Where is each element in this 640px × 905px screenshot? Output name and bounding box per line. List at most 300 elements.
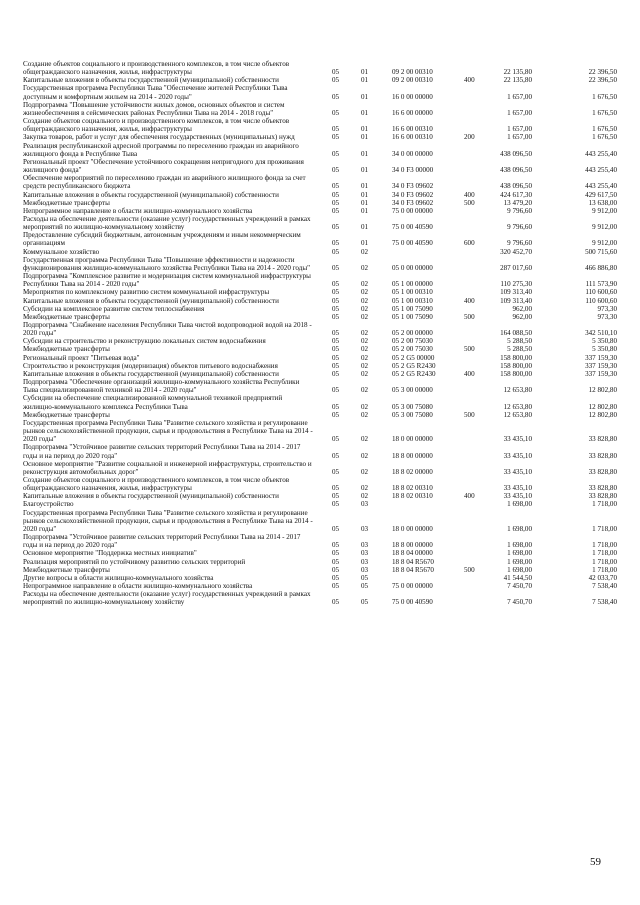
amount-year-2: 7 538,40 [592, 598, 617, 607]
section-code: 05 [332, 524, 340, 533]
subsection-code: 01 [361, 198, 369, 207]
subsection-code: 01 [361, 239, 369, 248]
subsection-code: 02 [361, 345, 369, 354]
table-row [23, 354, 623, 362]
amount-year-1: 1 698,00 [507, 541, 532, 550]
section-code: 05 [332, 76, 340, 85]
table-row [23, 231, 623, 247]
section-code: 05 [332, 263, 340, 272]
amount-year-2: 466 886,80 [585, 263, 617, 272]
target-article-code: 05 1 00 00000 [392, 280, 433, 289]
table-row [23, 549, 623, 557]
amount-year-2: 1 718,00 [592, 524, 617, 533]
amount-year-2: 12 802,80 [588, 410, 617, 419]
amount-year-1: 9 796,60 [507, 239, 532, 248]
amount-year-2: 22 396,50 [588, 76, 617, 85]
subsection-code: 01 [361, 92, 369, 101]
row-name: Региональный проект "Обеспечение устойчивого сокращения непригодного для проживания жилищного фонда" [23, 157, 304, 175]
amount-year-1: 287 017,60 [500, 263, 532, 272]
amount-year-1: 320 452,70 [500, 247, 532, 256]
subsection-code: 02 [361, 369, 369, 378]
section-code: 05 [332, 312, 340, 321]
table-row [23, 443, 623, 459]
target-article-code: 34 0 F3 09602 [392, 198, 434, 207]
section-code: 05 [332, 484, 340, 493]
amount-year-1: 1 698,00 [507, 565, 532, 574]
section-code: 05 [332, 557, 340, 566]
table-row [23, 378, 623, 394]
budget-table [23, 60, 623, 606]
amount-year-1: 962,00 [512, 304, 532, 313]
row-name: Создание объектов социального и производственного комплексов, в том числе объектов общегражданского назначения, жилья, инфраструктуры [23, 60, 290, 77]
amount-year-1: 22 135,80 [503, 68, 532, 77]
target-article-code: 18 8 00 00000 [392, 541, 433, 550]
section-code: 05 [332, 337, 340, 346]
target-article-code: 09 2 00 00310 [392, 76, 433, 85]
row-name: Государственная программа Республики Тыва "Развитие сельского хозяйства и регулирование рынков сельскохозяйственной продукции, сырья и продовольствия в Республике Тыва на 2014 - 2020 годы" [23, 418, 313, 444]
table-row [23, 60, 623, 76]
table-row [23, 191, 623, 199]
table-row [23, 345, 623, 353]
table-row [23, 509, 623, 533]
amount-year-2: 973,30 [597, 312, 617, 321]
amount-year-1: 33 435,10 [503, 435, 532, 444]
row-name: Реализация мероприятий по устойчивому развитию сельских территорий [23, 557, 246, 566]
amount-year-1: 9 796,60 [507, 223, 532, 232]
amount-year-2: 1 718,00 [592, 557, 617, 566]
target-article-code: 05 2 00 75030 [392, 337, 433, 346]
target-article-code: 05 0 00 00000 [392, 263, 433, 272]
target-article-code: 05 2 00 00000 [392, 329, 433, 338]
amount-year-1: 33 435,10 [503, 492, 532, 501]
section-code: 05 [332, 386, 340, 395]
target-article-code: 18 0 00 00000 [392, 435, 433, 444]
row-name: Непрограммное направление в области жилищно-коммунального хозяйства [23, 206, 253, 215]
row-name: Подпрограмма "Снабжение населения Республики Тыва чистой водопроводной водой на 2018 - 2020 годы" [23, 321, 312, 338]
row-name: Другие вопросы в области жилищно-коммунального хозяйства [23, 573, 214, 582]
amount-year-2: 7 538,40 [592, 582, 617, 590]
target-article-code: 18 8 00 00000 [392, 451, 433, 460]
amount-year-1: 1 657,00 [507, 133, 532, 142]
section-code: 05 [332, 369, 340, 378]
target-article-code: 05 2 G5 R2430 [392, 361, 436, 370]
row-name: Подпрограмма "Устойчивое развитие сельских территорий Республики Тыва на 2014 - 2017 годы и на период до 2020 года" [23, 533, 301, 550]
row-name: Межбюджетные трансферты [23, 312, 110, 321]
subsection-code: 03 [361, 565, 369, 574]
subsection-code: 02 [361, 353, 369, 362]
section-code: 05 [332, 108, 340, 117]
row-name: Благоустройство [23, 500, 74, 509]
amount-year-1: 22 135,80 [503, 76, 532, 85]
amount-year-1: 5 288,50 [507, 337, 532, 346]
subsection-code: 01 [361, 182, 369, 191]
page-number: 59 [590, 856, 601, 868]
amount-year-1: 110 275,30 [500, 280, 532, 289]
amount-year-1: 158 800,00 [500, 361, 532, 370]
subsection-code: 01 [361, 149, 369, 158]
target-article-code: 18 8 04 R5670 [392, 557, 434, 566]
target-article-code: 05 2 G5 00000 [392, 353, 435, 362]
section-code: 05 [332, 206, 340, 215]
target-article-code: 05 3 00 75080 [392, 410, 433, 419]
amount-year-2: 22 396,50 [588, 68, 617, 77]
table-row [23, 394, 623, 410]
amount-year-2: 1 718,00 [592, 565, 617, 574]
amount-year-2: 1 718,00 [592, 500, 617, 509]
row-name: Основное мероприятие "Поддержка местных инициатив" [23, 549, 197, 558]
amount-year-2: 33 828,80 [588, 435, 617, 444]
table-row [23, 321, 623, 337]
amount-year-2: 1 718,00 [592, 549, 617, 558]
table-row [23, 101, 623, 117]
amount-year-2: 9 912,00 [592, 206, 617, 215]
table-row [23, 500, 623, 508]
section-code: 05 [332, 467, 340, 476]
amount-year-1: 1 698,00 [507, 500, 532, 509]
amount-year-1: 164 088,50 [500, 329, 532, 338]
subsection-code: 02 [361, 402, 369, 411]
subsection-code: 01 [361, 133, 369, 142]
table-row [23, 305, 623, 313]
section-code: 05 [332, 239, 340, 248]
section-code: 05 [332, 573, 340, 582]
amount-year-2: 42 033,70 [588, 573, 617, 582]
table-row [23, 313, 623, 321]
section-code: 05 [332, 582, 340, 590]
table-row [23, 492, 623, 500]
section-code: 05 [332, 410, 340, 419]
amount-year-1: 7 450,70 [507, 582, 532, 590]
section-code: 05 [332, 451, 340, 460]
expense-type-code: 500 [464, 565, 475, 574]
subsection-code: 05 [361, 582, 369, 590]
amount-year-1: 158 800,00 [500, 353, 532, 362]
target-article-code: 18 8 02 00310 [392, 492, 433, 501]
section-code: 05 [332, 198, 340, 207]
expense-type-code: 400 [464, 369, 475, 378]
section-code: 05 [332, 288, 340, 297]
table-row [23, 590, 623, 606]
row-name: Государственная программа Республики Тыва "Повышение эффективности и надежности функционирования жилищно-коммунального хозяйства Республики Тыва на 2014 - 2020 годы" [23, 255, 310, 272]
amount-year-2: 1 676,50 [592, 125, 617, 134]
target-article-code: 16 0 00 00000 [392, 92, 433, 101]
table-row [23, 582, 623, 590]
subsection-code: 01 [361, 76, 369, 85]
section-code: 05 [332, 402, 340, 411]
table-row [23, 362, 623, 370]
section-code: 05 [332, 247, 340, 256]
target-article-code: 75 0 00 40590 [392, 223, 433, 232]
amount-year-1: 109 313,40 [500, 288, 532, 297]
subsection-code: 02 [361, 492, 369, 501]
amount-year-2: 443 255,40 [585, 149, 617, 158]
amount-year-2: 110 600,60 [585, 296, 617, 305]
row-name: Подпрограмма "Комплексное развитие и модернизация систем коммунальной инфраструктуры Республики Тыва на 2014 - 2020 годы" [23, 272, 311, 289]
amount-year-2: 5 350,80 [592, 337, 617, 346]
amount-year-1: 33 435,10 [503, 484, 532, 493]
amount-year-2: 33 828,80 [588, 467, 617, 476]
section-code: 05 [332, 223, 340, 232]
target-article-code: 34 0 F3 00000 [392, 166, 434, 175]
amount-year-1: 7 450,70 [507, 598, 532, 607]
amount-year-2: 9 912,00 [592, 223, 617, 232]
amount-year-1: 1 657,00 [507, 92, 532, 101]
amount-year-2: 443 255,40 [585, 182, 617, 191]
section-code: 05 [332, 190, 340, 199]
amount-year-1: 33 435,10 [503, 467, 532, 476]
table-row [23, 142, 623, 158]
section-code: 05 [332, 353, 340, 362]
row-name: Основное мероприятие "Развитие социальной и инженерной инфраструктуры, строительство и реконструкция автомобильных дорог" [23, 459, 312, 476]
amount-year-2: 5 350,80 [592, 345, 617, 354]
amount-year-2: 12 802,80 [588, 402, 617, 411]
amount-year-2: 1 676,50 [592, 92, 617, 101]
row-name: Субсидии на строительство и реконструкцию локальных систем водоснабжения [23, 337, 266, 346]
subsection-code: 01 [361, 223, 369, 232]
row-name: Межбюджетные трансферты [23, 410, 110, 419]
expense-type-code: 500 [464, 345, 475, 354]
row-name: Строительство и реконструкция (модернизация) объектов питьевого водоснабжения [23, 361, 278, 370]
table-row [23, 158, 623, 174]
section-code: 05 [332, 541, 340, 550]
expense-type-code: 400 [464, 492, 475, 501]
amount-year-1: 1 657,00 [507, 125, 532, 134]
table-row [23, 419, 623, 443]
row-name: Предоставление субсидий бюджетным, автономным учреждениям и иным некоммерческим организациям [23, 231, 301, 248]
target-article-code: 34 0 F3 09602 [392, 182, 434, 191]
section-code: 05 [332, 304, 340, 313]
expense-type-code: 200 [464, 133, 475, 142]
table-row [23, 460, 623, 476]
expense-type-code: 500 [464, 312, 475, 321]
table-row [23, 199, 623, 207]
table-row [23, 476, 623, 492]
row-name: Подпрограмма "Устойчивое развитие сельских территорий Республики Тыва на 2014 - 2017 годы и на период до 2020 года" [23, 443, 301, 460]
amount-year-2: 12 802,80 [588, 386, 617, 395]
row-name: Создание объектов социального и производственного комплексов, в том числе объектов общегражданского назначения, жилья, инфраструктуры [23, 475, 290, 493]
amount-year-1: 1 698,00 [507, 549, 532, 558]
target-article-code: 34 0 00 00000 [392, 149, 433, 158]
target-article-code: 75 0 00 00000 [392, 582, 433, 590]
expense-type-code: 500 [464, 410, 475, 419]
amount-year-1: 41 544,50 [503, 573, 532, 582]
table-row [23, 84, 623, 100]
row-name: Капитальные вложения в объекты государственной (муниципальной) собственности [23, 492, 279, 501]
section-code: 05 [332, 361, 340, 370]
row-name: Субсидии на обеспечение специализированной коммунальной техникой предприятий жилищно-коммунального комплекса Республики Тыва [23, 394, 283, 411]
row-name: Закупка товаров, работ и услуг для обеспечения государственных (муниципальных) нужд [23, 133, 295, 142]
expense-type-code: 400 [464, 190, 475, 199]
target-article-code: 75 0 00 40590 [392, 598, 433, 607]
subsection-code: 02 [361, 304, 369, 313]
row-name: Обеспечение мероприятий по переселению граждан из аварийного жилищного фонда за счет средств республиканского бюджета [23, 174, 306, 191]
section-code: 05 [332, 549, 340, 558]
row-name: Региональный проект "Питьевая вода" [23, 353, 140, 362]
amount-year-2: 443 255,40 [585, 166, 617, 175]
subsection-code: 02 [361, 337, 369, 346]
section-code: 05 [332, 280, 340, 289]
amount-year-1: 9 796,60 [507, 206, 532, 215]
amount-year-1: 12 653,80 [503, 410, 532, 419]
section-code: 05 [332, 329, 340, 338]
amount-year-2: 33 828,80 [588, 484, 617, 493]
row-name: Коммунальное хозяйство [23, 247, 100, 256]
amount-year-2: 1 676,50 [592, 133, 617, 142]
amount-year-2: 1 718,00 [592, 541, 617, 550]
amount-year-1: 424 617,30 [500, 190, 532, 199]
subsection-code: 01 [361, 190, 369, 199]
table-row [23, 133, 623, 141]
amount-year-1: 1 698,00 [507, 524, 532, 533]
table-row [23, 574, 623, 582]
table-row [23, 248, 623, 256]
amount-year-2: 337 159,30 [585, 361, 617, 370]
target-article-code: 05 3 00 75080 [392, 402, 433, 411]
amount-year-2: 33 828,80 [588, 451, 617, 460]
amount-year-2: 33 828,80 [588, 492, 617, 501]
target-article-code: 18 8 04 R5670 [392, 565, 434, 574]
row-name: Государственная программа Республики Тыва "Обеспечение жителей Республики Тыва доступным и комфортным жильем на 2014 - 2020 годы" [23, 84, 288, 101]
row-name: Субсидии на комплексное развитие систем теплоснабжения [23, 304, 205, 313]
target-article-code: 16 6 00 00310 [392, 133, 433, 142]
table-row [23, 174, 623, 190]
section-code: 05 [332, 149, 340, 158]
amount-year-2: 110 600,60 [585, 288, 617, 297]
subsection-code: 02 [361, 386, 369, 395]
subsection-code: 02 [361, 288, 369, 297]
amount-year-2: 13 638,00 [588, 198, 617, 207]
target-article-code: 05 3 00 00000 [392, 386, 433, 395]
amount-year-1: 438 096,50 [500, 182, 532, 191]
target-article-code: 34 0 F3 09602 [392, 190, 434, 199]
amount-year-2: 111 573,90 [585, 280, 617, 289]
table-row [23, 215, 623, 231]
amount-year-1: 12 653,80 [503, 402, 532, 411]
expense-type-code: 600 [464, 239, 475, 248]
subsection-code: 01 [361, 68, 369, 77]
row-name: Реализация республиканской адресной программы по переселению граждан из аварийного жилищного фонда в Республике Тыва [23, 141, 299, 158]
table-row [23, 558, 623, 566]
section-code: 05 [332, 565, 340, 574]
row-name: Непрограммное направление в области жилищно-коммунального хозяйства [23, 582, 253, 590]
expense-type-code: 500 [464, 198, 475, 207]
amount-year-2: 500 715,60 [585, 247, 617, 256]
section-code: 05 [332, 598, 340, 607]
subsection-code: 03 [361, 500, 369, 509]
row-name: Расходы на обеспечение деятельности (оказание услуг) государственных учреждений в рамках мероприятий по жилищно-коммунальному хозяйству [23, 214, 311, 232]
target-article-code: 18 8 04 00000 [392, 549, 433, 558]
table-row [23, 76, 623, 84]
section-code: 05 [332, 296, 340, 305]
section-code: 05 [332, 182, 340, 191]
amount-year-1: 109 313,40 [500, 296, 532, 305]
amount-year-2: 337 159,30 [585, 353, 617, 362]
table-row [23, 411, 623, 419]
target-article-code: 16 6 00 00310 [392, 125, 433, 134]
subsection-code: 02 [361, 467, 369, 476]
subsection-code: 02 [361, 280, 369, 289]
target-article-code: 09 2 00 00310 [392, 68, 433, 77]
section-code: 05 [332, 68, 340, 77]
table-row [23, 566, 623, 574]
row-name: Межбюджетные трансферты [23, 565, 110, 574]
table-row [23, 533, 623, 549]
subsection-code: 02 [361, 451, 369, 460]
subsection-code: 03 [361, 557, 369, 566]
subsection-code: 03 [361, 541, 369, 550]
row-name: Государственная программа Республики Тыва "Развитие сельского хозяйства и регулирование рынков сельскохозяйственной продукции, сырья и продовольствия в Республике Тыва на 2014 - 2020 годы" [23, 508, 313, 533]
section-code: 05 [332, 500, 340, 509]
row-name: Создание объектов социального и производственного комплексов, в том числе объектов общегражданского назначения, жилья, инфраструктуры [23, 117, 290, 134]
row-name: Капитальные вложения в объекты государственной (муниципальной) собственности [23, 296, 279, 305]
amount-year-2: 342 510,10 [585, 329, 617, 338]
amount-year-1: 5 288,50 [507, 345, 532, 354]
subsection-code: 02 [361, 312, 369, 321]
target-article-code: 05 1 00 75090 [392, 304, 433, 313]
target-article-code: 16 6 00 00000 [392, 108, 433, 117]
table-row [23, 207, 623, 215]
subsection-code: 01 [361, 166, 369, 175]
row-name: Межбюджетные трансферты [23, 198, 110, 207]
amount-year-1: 1 698,00 [507, 557, 532, 566]
table-row [23, 337, 623, 345]
section-code: 05 [332, 125, 340, 134]
table-row [23, 288, 623, 296]
section-code: 05 [332, 492, 340, 501]
row-name: Капитальные вложения в объекты государственной (муниципальной) собственности [23, 369, 279, 378]
target-article-code: 75 0 00 40590 [392, 239, 433, 248]
subsection-code: 01 [361, 125, 369, 134]
amount-year-2: 429 617,50 [585, 190, 617, 199]
amount-year-2: 337 159,30 [585, 369, 617, 378]
subsection-code: 03 [361, 524, 369, 533]
row-name: Капитальные вложения в объекты государственной (муниципальной) собственности [23, 76, 279, 85]
amount-year-1: 13 479,20 [503, 198, 532, 207]
target-article-code: 05 2 00 75030 [392, 345, 433, 354]
amount-year-1: 438 096,50 [500, 149, 532, 158]
amount-year-1: 158 800,00 [500, 369, 532, 378]
target-article-code: 75 0 00 00000 [392, 206, 433, 215]
table-row [23, 256, 623, 272]
row-name: Расходы на обеспечение деятельности (оказание услуг) государственных учреждений в рамках мероприятий по жилищно-коммунальному хозяйству [23, 590, 311, 607]
subsection-code: 02 [361, 247, 369, 256]
table-row [23, 117, 623, 133]
subsection-code: 05 [361, 573, 369, 582]
row-name: Межбюджетные трансферты [23, 345, 110, 354]
amount-year-2: 973,30 [597, 304, 617, 313]
amount-year-2: 1 676,50 [592, 108, 617, 117]
subsection-code: 02 [361, 329, 369, 338]
subsection-code: 03 [361, 549, 369, 558]
target-article-code: 18 0 00 00000 [392, 524, 433, 533]
section-code: 05 [332, 92, 340, 101]
amount-year-1: 962,00 [512, 312, 532, 321]
subsection-code: 05 [361, 598, 369, 607]
expense-type-code: 400 [464, 76, 475, 85]
amount-year-2: 9 912,00 [592, 239, 617, 248]
amount-year-1: 438 096,50 [500, 166, 532, 175]
subsection-code: 02 [361, 263, 369, 272]
target-article-code: 05 1 00 75090 [392, 312, 433, 321]
row-name: Подпрограмма "Обеспечение организаций жилищно-коммунального хозяйства Республики Тыва специализированной техникой на 2014 - 2020 годы" [23, 378, 300, 395]
subsection-code: 02 [361, 296, 369, 305]
table-row [23, 297, 623, 305]
section-code: 05 [332, 345, 340, 354]
target-article-code: 18 8 02 00000 [392, 467, 433, 476]
section-code: 05 [332, 435, 340, 444]
target-article-code: 05 2 G5 R2430 [392, 369, 436, 378]
expense-type-code: 400 [464, 296, 475, 305]
